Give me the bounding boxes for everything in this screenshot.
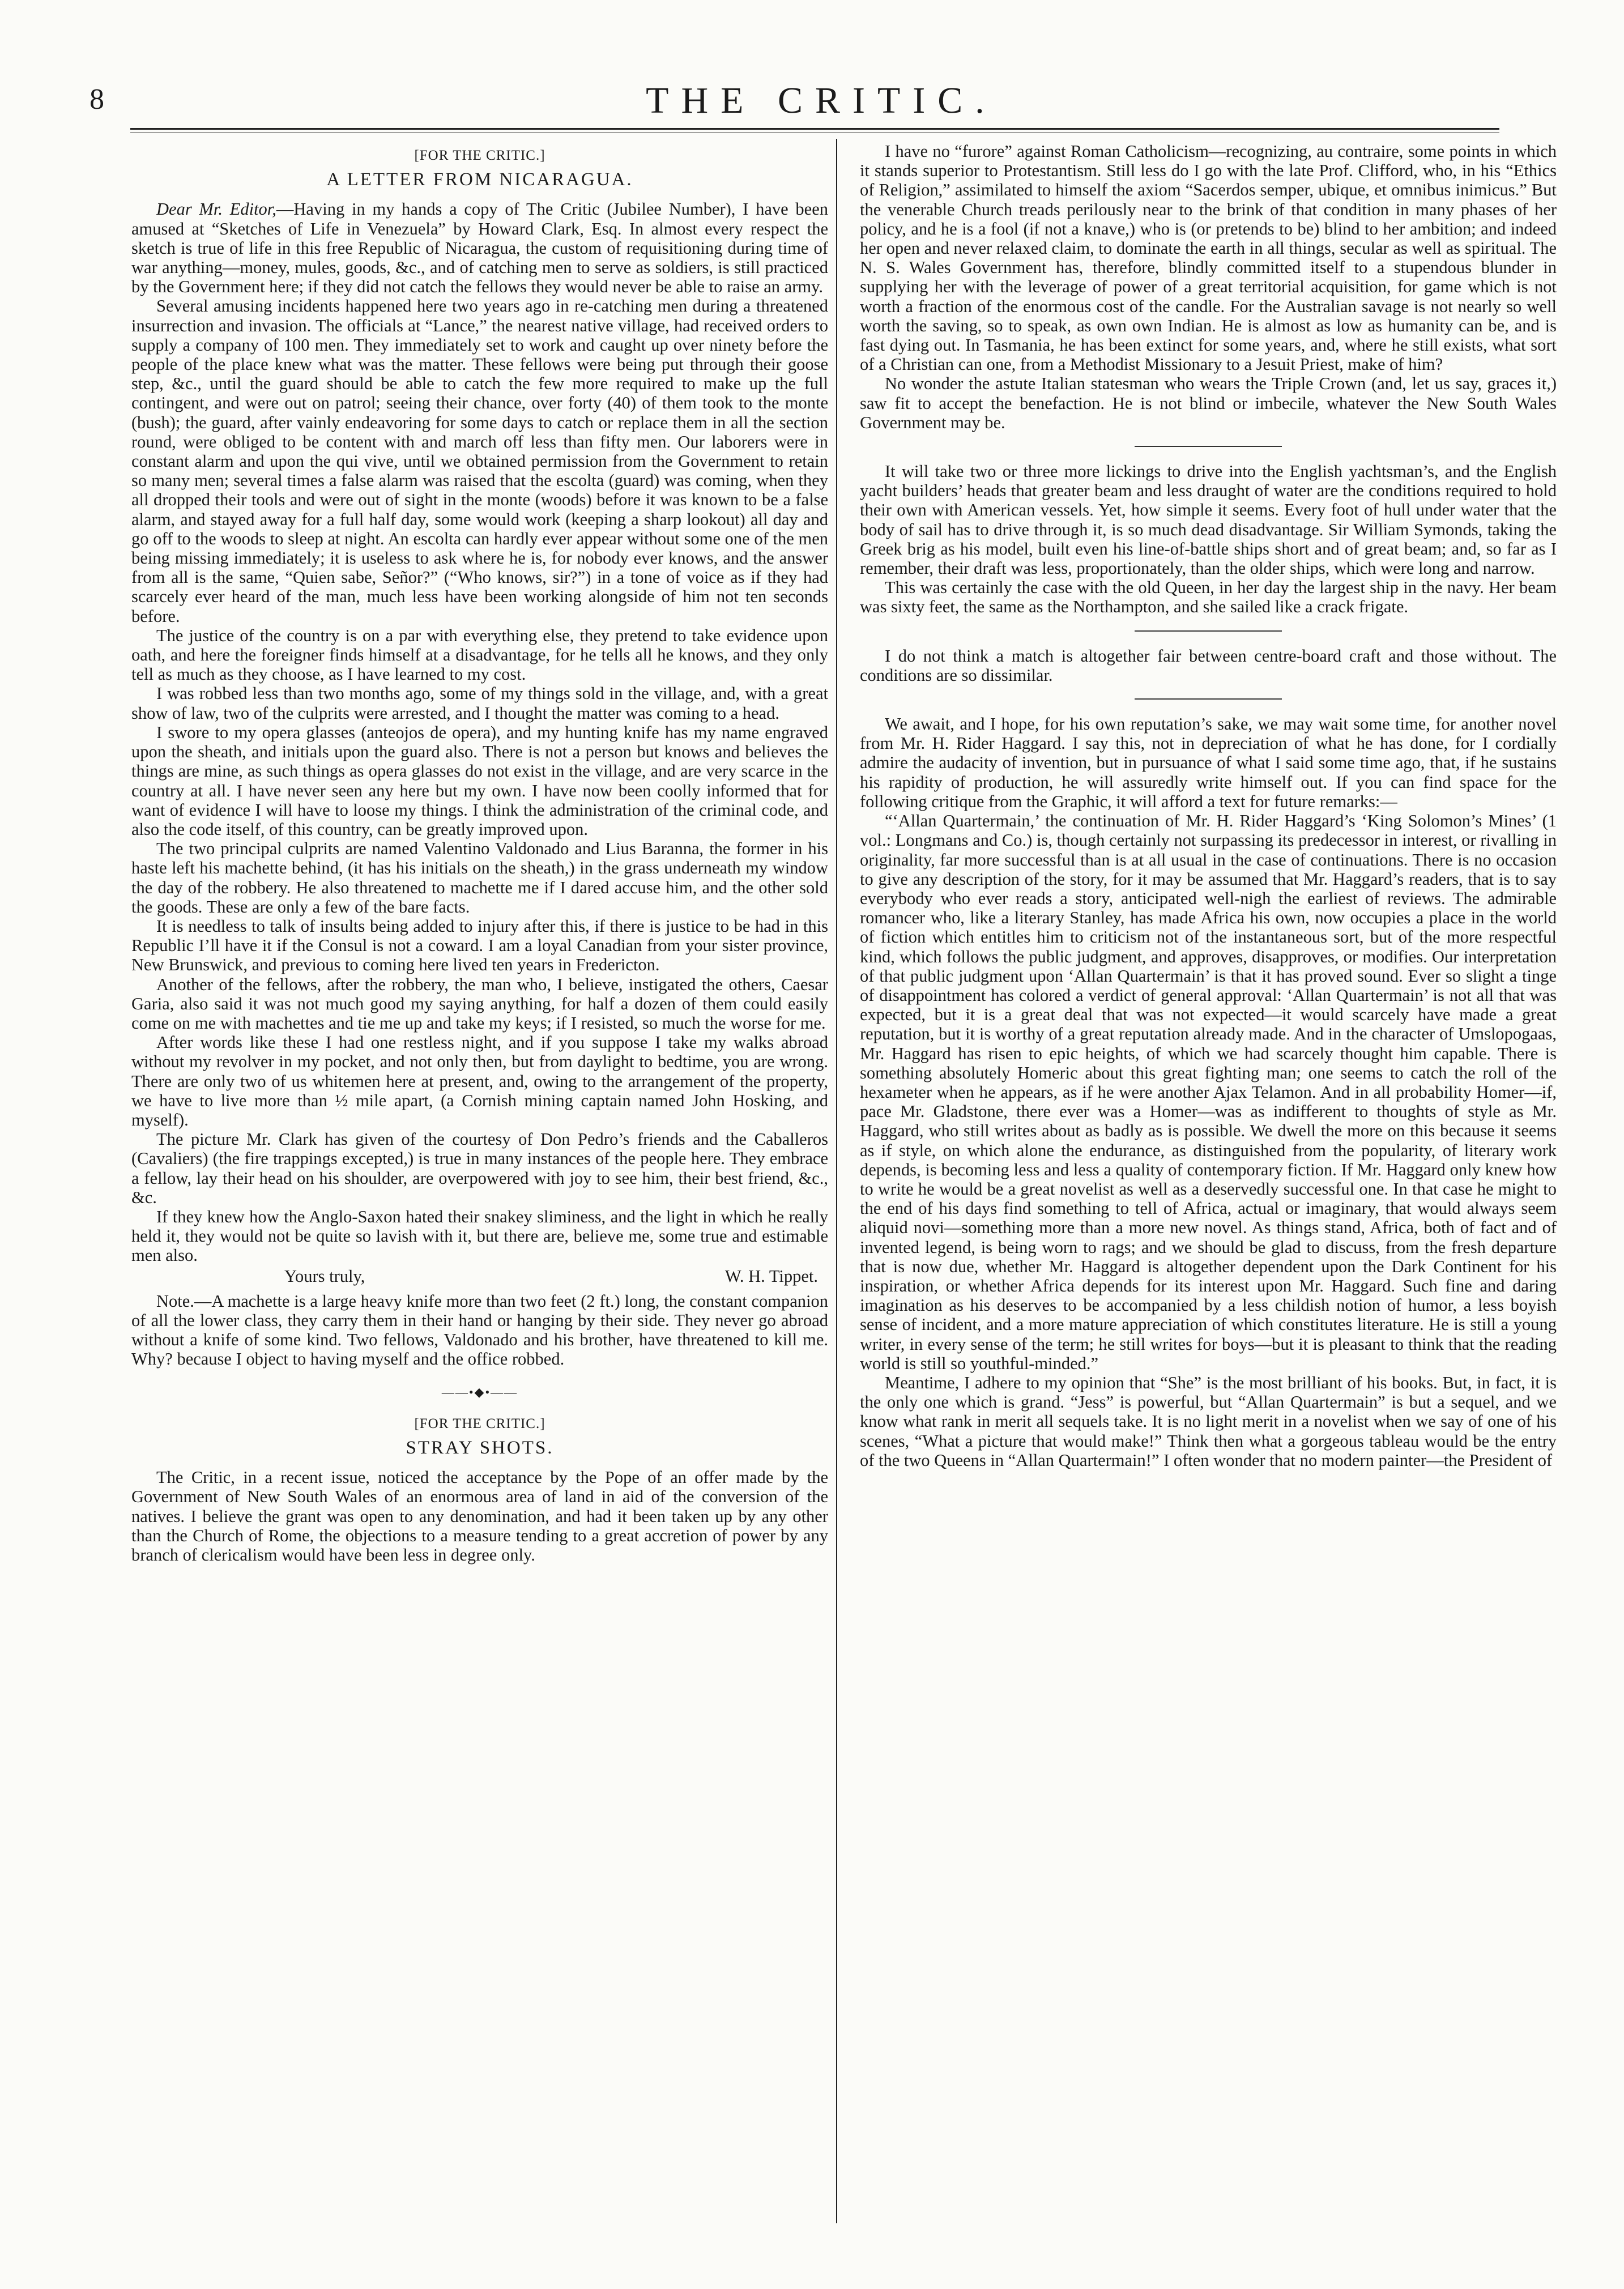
- paragraph: This was certainly the case with the old Queen, in her day the largest ship in the navy. Her beam was sixty feet, the same as the Northampton, and she sailed like a crack frigate.: [860, 578, 1557, 617]
- header-rule: [130, 128, 1499, 130]
- paragraph: The Critic, in a recent issue, noticed the acceptance by the Pope of an offer made by the Government of New South Wales of an enormous area of land in aid of the conversion of the natives. I believe the grant was open to any denomination, and had it been taken up by any other than the Church of Rome, the objections to a measure tending to a great accretion of power by any branch of clericalism would have been less in degree only.: [131, 1468, 828, 1565]
- quoted-review: “‘Allan Quartermain,’ the continuation of Mr. H. Rider Haggard’s ‘King Solomon’s Mines’ (1 vol.: Longmans and Co.) is, though certainly not surpassing its predecessor in interest, or rivalling in originality, far more successful than is at all usual in the case of continuations. There is no occasion to give any description of the story, for it may be assumed that Mr. Haggard’s readers, that is to say everybody who ever reads a story, anticipated well-nigh the earliest of reviews. The admirable romancer who, like a literary Stanley, has made Africa his own, now occupies a place in the world of fiction which entitles him to criticism not of the instantaneous sort, but of the more respectful kind, which follows the public judgment, and approves, disapproves, or modifies. Our interpretation of that public judgment upon ‘Allan Quartermain’ is that it has proved sound. Ever so slight a tinge of disappointment has colored a verdict of general approval: ‘Allan Quartermain’ is not all that was expected, but it is a great deal that was not expected—it would scarcely have made a great reputation, but it is worthy of a great reputation already made. And in the character of Umslopogaas, Mr. Haggard has risen to epic heights, of which we had scarcely thought him capable. There is something absolutely Homeric about this great fighting man; one seems to catch the roll of the hexameter when he appears, as if he were another Ajax Telamon. And in all probability Homer—if, pace Mr. Gladstone, there ever was a Homer—was as indifferent to thoughts of style as Mr. Haggard, who still writes about as badly as is possible. We dwell the more on this because it seems as if style, on which alone the endurance, as distinguished from the popularity, of literary work depends, is becoming less and less a quality of contemporary fiction. If Mr. Haggard only knew how to write he would be a great novelist as well as a deservedly successful one. In that case he might to the end of his days find something to tell of Africa, actual or imaginary, that would always seem aliquid novi—something more than a more new novel. As things stand, Africa, both of fact and of invented legend, is being worn to rags; and we should be glad to discuss, from the fresh departure that is now due, whether Mr. Haggard is altogether dependent upon the Dark Continent for his inspiration, or whether Africa depends for its interest upon Mr. Haggard. Such fine and daring imagination as his deserves to be accompanied by a less childish notion of humor, a less boyish sense of incident, and a more mature appreciation of which constitutes literature. He is still a young writer, in every sense of the term; he still writes for boys—but it is pleasant to think that the reading world is still so youthful-minded.”: [860, 811, 1557, 1373]
- paragraph: It is needless to talk of insults being added to injury after this, if there is justice to be had in this Republic I’ll have it if the Consul is not a coward. I am a loyal Canadian from your sister province, New Brunswick, and previous to coming here lived ten years in Fredericton.: [131, 916, 828, 975]
- note-paragraph: Note.—A machette is a large heavy knife more than two feet (2 ft.) long, the constant companion of all the lower class, they carry them in their hand or hanging by their side. They never go abroad without a knife of some kind. Two fellows, Valdonado and his brother, have threatened to kill me. Why? because I object to having myself and the office robbed.: [131, 1291, 828, 1369]
- article-headline: A LETTER FROM NICARAGUA.: [326, 169, 633, 190]
- paragraph: Several amusing incidents happened here two years ago in re-catching men during a threatened insurrection and invasion. The officials at “Lance,” the nearest native village, had received orders to supply a company of 100 men. They immediately set to work and caught up over ninety before the people of the place knew what was the matter. These fellows were being put through their goose step, &c., until the guard should be able to catch the few more required to make up the full contingent, and were out on patrol; seeing their chance, over forty (40) of them took to the monte (bush); the guard, after vainly endeavoring for some days to catch or replace them in all the section round, were obliged to be content with and march off less than fifty men. Our laborers were in constant alarm and upon the qui vive, until we obtained permission from the Government to retain so many men; several times a false alarm was raised that the escolta (guard) was coming, when they all dropped their tools and were out of sight in the monte (woods) before it was known to be a false alarm, and stayed away for a full half day, some would work (keeping a sharp lookout) all day and go off to the woods to sleep at night. An escolta can hardly ever appear without some one of the men being missing immediately; it is useless to ask where he is, for nobody ever knows, and the answer from all is the same, “Quien sabe, Señor?” (“Who knows, sir?”) in a tone of voice as if they had scarcely ever heard of the man, much less have been working alongside of him not ten seconds before.: [131, 296, 828, 626]
- paragraph: We await, and I hope, for his own reputation’s sake, we may wait some time, for another novel from Mr. H. Rider Haggard. I say this, not in depreciation of what he has done, for I cordially admire the audacity of invention, but in pursuance of what I said some time ago, that, if he sustains his rapidity of production, he will assuredly write himself out. If you can find space for the following critique from the Graphic, it will afford a text for future remarks:—: [860, 714, 1557, 811]
- paragraph: The justice of the country is on a par with everything else, they pretend to take evidence upon oath, and here the foreigner finds himself at a disadvantage, for he tells all he knows, and they only tell as much as they choose, as I have learned to my cost.: [131, 625, 828, 684]
- masthead: THE CRITIC.: [646, 80, 997, 121]
- paragraph: Meantime, I adhere to my opinion that “She” is the most brilliant of his books. But, in fact, it is the only one which is grand. “Jess” is powerful, but “Allan Quartermain” is but a sequel, and we know what rank in merit all sequels take. It is no light merit in a novelist when we say of one of his scenes, “What a picture that would make!” Think then what a gorgeous tableau would be the entry of the two Queens in “Allan Quartermain!” I often wonder that no modern painter—the President of: [860, 1372, 1557, 1470]
- signature-block: [131, 1267, 828, 1286]
- paragraph: The picture Mr. Clark has given of the courtesy of Don Pedro’s friends and the Caballeros (Cavaliers) (the fire trappings excepted,) is true in many instances of the people here. They embrace a fellow, lay their head on his shoulder, are overpowered with joy to see him, their best friend, &c., &c.: [131, 1129, 828, 1207]
- note-label: Note.: [156, 1291, 194, 1311]
- paragraph: I swore to my opera glasses (anteojos de opera), and my hunting knife has my name engraved upon the sheath, and initials upon the guard also. There is not a person but knows and believes the things are mine, as such things as opera glasses do not exist in the village, and are very scarce in the country at all. I have never seen any here but my own. I have now been coolly informed that for want of evidence I will have to loose my things. I think the administration of the criminal code, and also the code itself, of this country, can be greatly improved upon.: [131, 722, 828, 839]
- paragraph: Dear Mr. Editor,—Having in my hands a copy of The Critic (Jubilee Number), I have been amused at “Sketches of Life in Venezuela” by Howard Clark, Esq. In almost every respect the sketch is true of life in this free Republic of Nicaragua, the custom of requisitioning during time of war anything—money, mules, goods, &c., and of catching men to serve as soldiers, is still practiced by the Government here; if they did not catch the fellows they would never be able to raise an army.: [131, 199, 828, 297]
- paragraph: It will take two or three more lickings to drive into the English yachtsman’s, and the English yacht builders’ heads that greater beam and less draught of water are the conditions required to hold their own with American vessels. Yet, how simple it seems. Every foot of hull under water that the body of sail has to drive through it, is so much dead disadvantage. Sir William Symonds, taking the Greek brig as his model, built even his line-of-battle ships short and of great beam; and, so far as I remember, their draft was less, proportionately, than the older ships, which were long and narrow.: [860, 462, 1557, 578]
- article-kicker: [FOR THE CRITIC.]: [414, 148, 545, 163]
- paragraph: If they knew how the Anglo-Saxon hated their snakey sliminess, and the light in which he really held it, they would not be quite so lavish with it, but there are, believe me, some true and estimable men also.: [131, 1207, 828, 1265]
- paragraph: Another of the fellows, after the robbery, the man who, I believe, instigated the others, Caesar Garia, also said it was not much good my saying anything, for half a dozen of them could easily come on me with machettes and tie me up and take my keys; if I resisted, so much the worse for me.: [131, 974, 828, 1033]
- paragraph: I do not think a match is altogether fair between centre-board craft and those without. The conditions are so dissimilar.: [860, 646, 1557, 685]
- article-headline: STRAY SHOTS.: [406, 1438, 554, 1458]
- paragraph: The two principal culprits are named Valentino Valdonado and Lius Baranna, the former in his haste left his machette behind, (it has his initials on the sheath,) in the grass underneath my window the day of the robbery. He also threatened to machette me if I dared accuse him, and the other sold the goods. These are only a few of the bare facts.: [131, 839, 828, 917]
- column-divider: [836, 139, 837, 2223]
- page-number: 8: [89, 83, 104, 116]
- signature: W. H. Tippet.: [724, 1266, 818, 1286]
- section-separator: [1135, 446, 1282, 447]
- paragraph: After words like these I had one restless night, and if you suppose I take my walks abroad without my revolver in my pocket, and not only then, but from daylight to bedtime, you are wrong. There are only two of us whitemen here at present, and, owing to the arrangement of the property, we have to live more than ½ mile apart, (a Cornish mining captain named John Hosking, and myself).: [131, 1033, 828, 1129]
- paragraph: No wonder the astute Italian statesman who wears the Triple Crown (and, let us say, graces it,) saw fit to accept the benefaction. He is not blind or imbecile, whatever the New South Wales Government may be.: [860, 374, 1557, 432]
- article-kicker: [FOR THE CRITIC.]: [414, 1416, 545, 1431]
- left-column: [131, 142, 828, 2226]
- section-separator: [1135, 698, 1282, 700]
- salutation: Dear Mr. Editor,: [156, 199, 276, 219]
- section-ornament: ——•◆•——: [441, 1384, 518, 1399]
- paragraph: I have no “furore” against Roman Catholicism—recognizing, au contraire, some points in which it stands superior to Protestantism. Still less do I go with the late Prof. Clifford, who, in his “Ethics of Religion,” assimilated to himself the axiom “Sacerdos semper, ubique, et omnibus inimicus.” But the venerable Church treads perilously near to the brink of that condition in many phases of her policy, and he is a fool (if not a knave,) who is (or pretends to be) blind to her ambition; and indeed her open and never relaxed claim, to dominate the earth in all things, secular as well as spiritual. The N. S. Wales Government has, therefore, blindly committed itself to a stupendous blunder in supplying her with the leverage of power of a great territorial acquisition, for game which is not worth a fraction of the enormous cost of the candle. For the Australian savage is not nearly so well worth the saving, so to speak, as own own Indian. He is almost as low as humanity can be, and is fast dying out. In Tasmania, he has been extinct for some years, and, where he still exists, what sort of a Christian can one, from a Methodist Missionary to a Jesuit Priest, make of him?: [860, 142, 1557, 374]
- closing: Yours truly,: [284, 1266, 365, 1286]
- section-separator: [1135, 630, 1282, 632]
- paragraph: I was robbed less than two months ago, some of my things sold in the village, and, with a great show of law, two of the culprits were arrested, and I thought the matter was coming to a head.: [131, 684, 828, 723]
- right-column: [860, 142, 1557, 2226]
